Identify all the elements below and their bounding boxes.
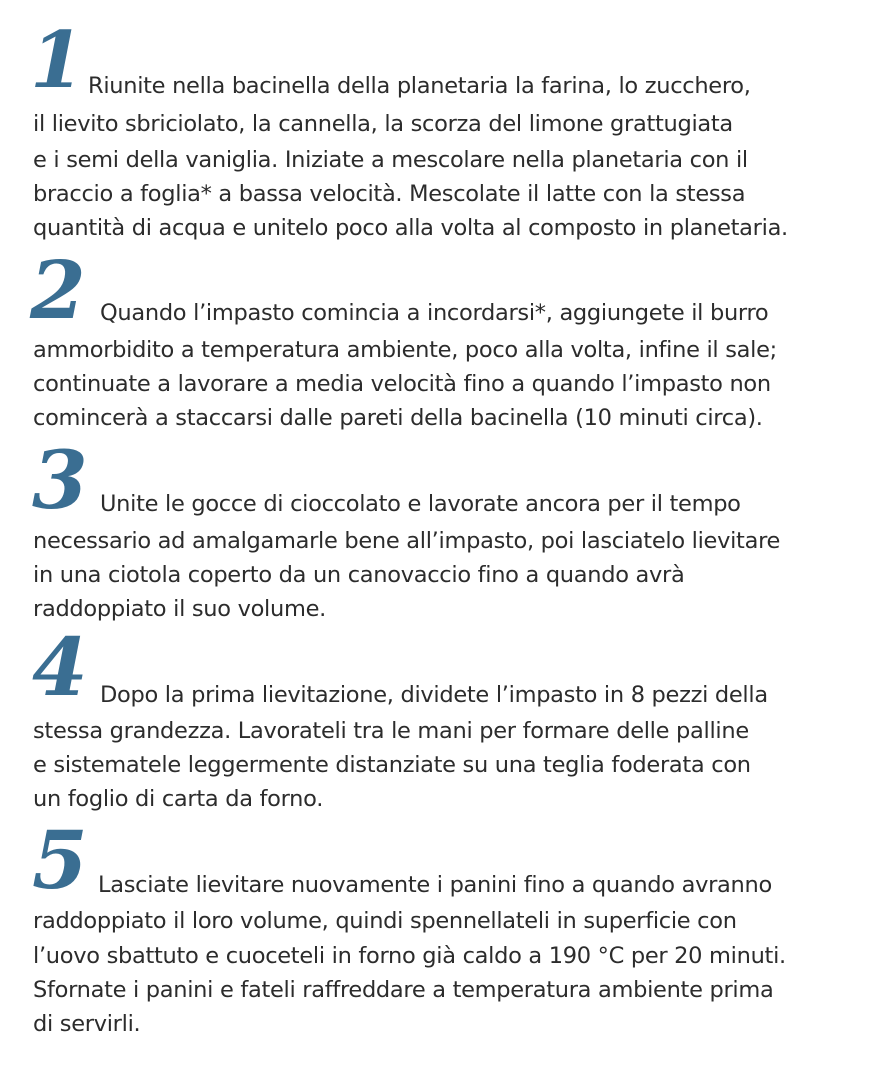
step-text-line: l’uovo sbattuto e cuoceteli in forno già caldo a 190 °C per 20 minuti.	[33, 943, 786, 969]
step-number: 4	[32, 620, 86, 714]
step-text-line: il lievito sbriciolato, la cannella, la scorza del limone grattugiata	[33, 111, 733, 137]
step-text-line: stessa grandezza. Lavorateli tra le mani per formare delle palline	[33, 718, 749, 744]
step-text-line: continuate a lavorare a media velocità fino a quando l’impasto non	[33, 371, 771, 397]
step-text-line: di servirli.	[33, 1011, 141, 1037]
step-text-line: quantità di acqua e unitelo poco alla volta al composto in planetaria.	[33, 215, 788, 241]
step-text-line: un foglio di carta da forno.	[33, 786, 324, 812]
step-text-line: in una ciotola coperto da un canovaccio fino a quando avrà	[33, 562, 685, 588]
step-text-line: Dopo la prima lievitazione, dividete l’impasto in 8 pezzi della	[100, 682, 768, 708]
step-text-line: raddoppiato il suo volume.	[33, 596, 326, 622]
step-text-line: ammorbidito a temperatura ambiente, poco alla volta, infine il sale;	[33, 337, 777, 363]
step-number: 1	[30, 15, 83, 106]
step-text-line: comincerà a staccarsi dalle pareti della bacinella (10 minuti circa).	[33, 405, 763, 431]
step-text-line: Unite le gocce di cioccolato e lavorate ancora per il tempo	[100, 491, 741, 517]
step-number: 3	[32, 433, 86, 527]
step-text-line: braccio a foglia* a bassa velocità. Mescolate il latte con la stessa	[33, 181, 746, 207]
step-text-line: e sistematele leggermente distanziate su una teglia foderata con	[33, 752, 751, 778]
step-number: 5	[32, 813, 86, 907]
step-text-line: Riunite nella bacinella della planetaria la farina, lo zucchero,	[88, 73, 751, 99]
step-number: 2	[30, 243, 84, 337]
step-text-line: e i semi della vaniglia. Iniziate a mescolare nella planetaria con il	[33, 147, 748, 173]
step-text-line: necessario ad amalgamarle bene all’impasto, poi lasciatelo lievitare	[33, 528, 781, 554]
step-text-line: Sfornate i panini e fateli raffreddare a temperatura ambiente prima	[33, 977, 774, 1003]
step-text-line: raddoppiato il loro volume, quindi spennellateli in superficie con	[33, 908, 737, 934]
step-text-line: Lasciate lievitare nuovamente i panini fino a quando avranno	[98, 872, 772, 898]
step-text-line: Quando l’impasto comincia a incordarsi*, aggiungete il burro	[100, 300, 769, 326]
